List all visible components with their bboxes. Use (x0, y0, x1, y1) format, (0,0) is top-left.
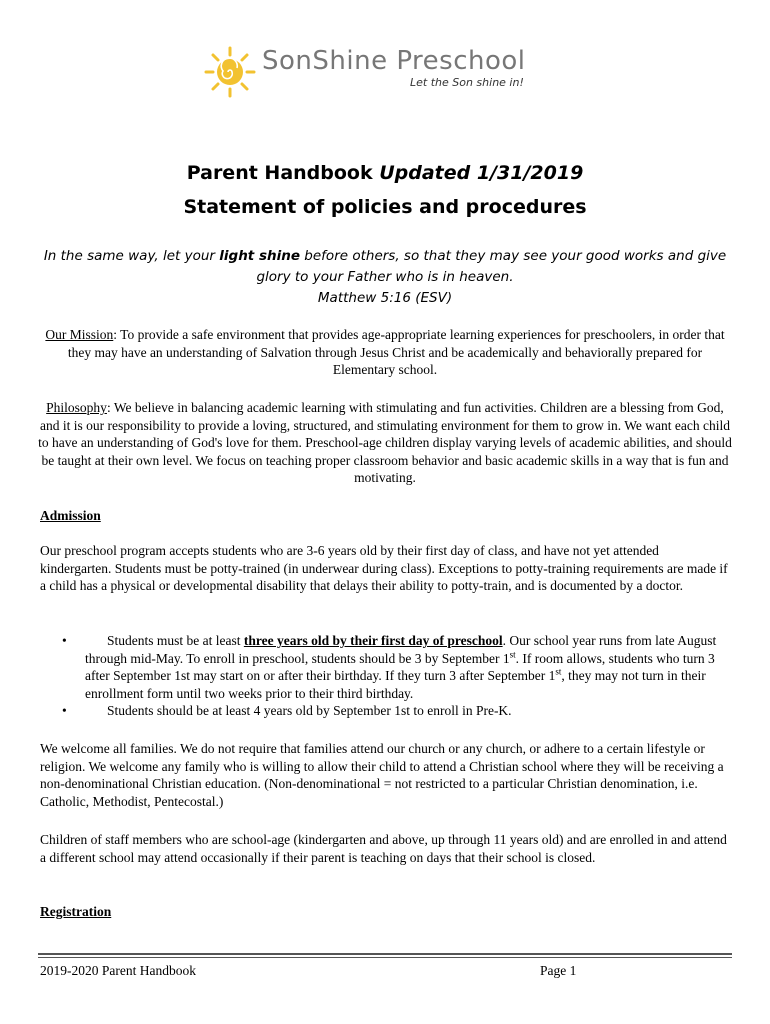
admission-requirements-list (40, 632, 730, 720)
mission-statement: Our Mission: To provide a safe environment that provides age-appropriate learning experiences for preschoolers, in order that they may have an understanding of Salvation through Jesus Christ and be academically and behaviorally prepared for Elementary school. (45, 327, 725, 377)
footer-divider (38, 953, 732, 955)
page-title: Parent Handbook Updated 1/31/2019 (186, 162, 584, 184)
welcome-paragraph: We welcome all families. We do not require that families attend our church or any church, or adhere to a certain lifestyle or religion. We welcome any family who is willing to allow their child to attend a Christian school where they will be receiving a non-denominational Christian education. (Non-denominational = not restricted to a particular Christian denomination, i.e. Catholic, Methodist, Pentecostal.) (40, 741, 724, 809)
school-name: SonShine Preschool (262, 46, 526, 76)
list-item: • Students should be at least 4 years old by September 1st to enroll in Pre-K. (62, 703, 512, 718)
bullet-icon: • (62, 633, 67, 648)
registration-heading: Registration (40, 904, 112, 919)
list-item: • Students must be at least three years old by their first day of preschool. Our school year runs from late August through mid-May. To enroll in preschool, students should be 3 by September 1st. If room allows, students who turn 3 after September 1st may start on or after their birthday. If they turn 3 after September 1st, they may not turn in their enrollment form until two weeks prior to their third birthday. (62, 633, 717, 701)
admission-paragraph: Our preschool program accepts students who are 3-6 years old by their first day of class, and have not yet attended kindergarten. Students must be potty-trained (in underwear during class). Exceptions to potty-training requirements are made if a child has a physical or developmental disability that delays their ability to potty-train, and is documented by a doctor. (40, 543, 728, 593)
school-tagline: Let the Son shine in! (410, 76, 524, 89)
updated-date: Updated 1/31/2019 (379, 162, 584, 184)
admission-heading: Admission (40, 508, 101, 523)
page-number: Page 1 (540, 963, 577, 978)
philosophy-statement: Philosophy: We believe in balancing academic learning with stimulating and fun activities. Children are a blessing from God, and it is our responsibility to provide a loving, structured, and stimulating environment for them to grow in. We want each child to have an understanding of God's love for them. Preschool-age children display varying levels of academic abilities, and should be taught at their own level. We focus on teaching proper classroom behavior and basic academic skills in a way that is fun and motivating. (38, 400, 732, 485)
staff-children-paragraph: Children of staff members who are school-age (kindergarten and above, up through 11 years old) and are enrolled in and attend a different school may attend occasionally if their parent is teaching on days that their school is closed. (40, 832, 727, 865)
bullet-icon: • (62, 703, 67, 718)
footer-divider-thin (38, 957, 732, 958)
bible-verse: In the same way, let your light shine before others, so that they may see your good works and give glory to your Father who is in heaven. Matthew 5:16 (ESV) (43, 248, 727, 306)
footer-title: 2019-2020 Parent Handbook (40, 963, 196, 978)
sun-icon (200, 44, 260, 100)
page-subtitle: Statement of policies and procedures (183, 196, 587, 218)
school-logo (200, 44, 560, 100)
verse-reference: Matthew 5:16 (ESV) (317, 290, 453, 306)
